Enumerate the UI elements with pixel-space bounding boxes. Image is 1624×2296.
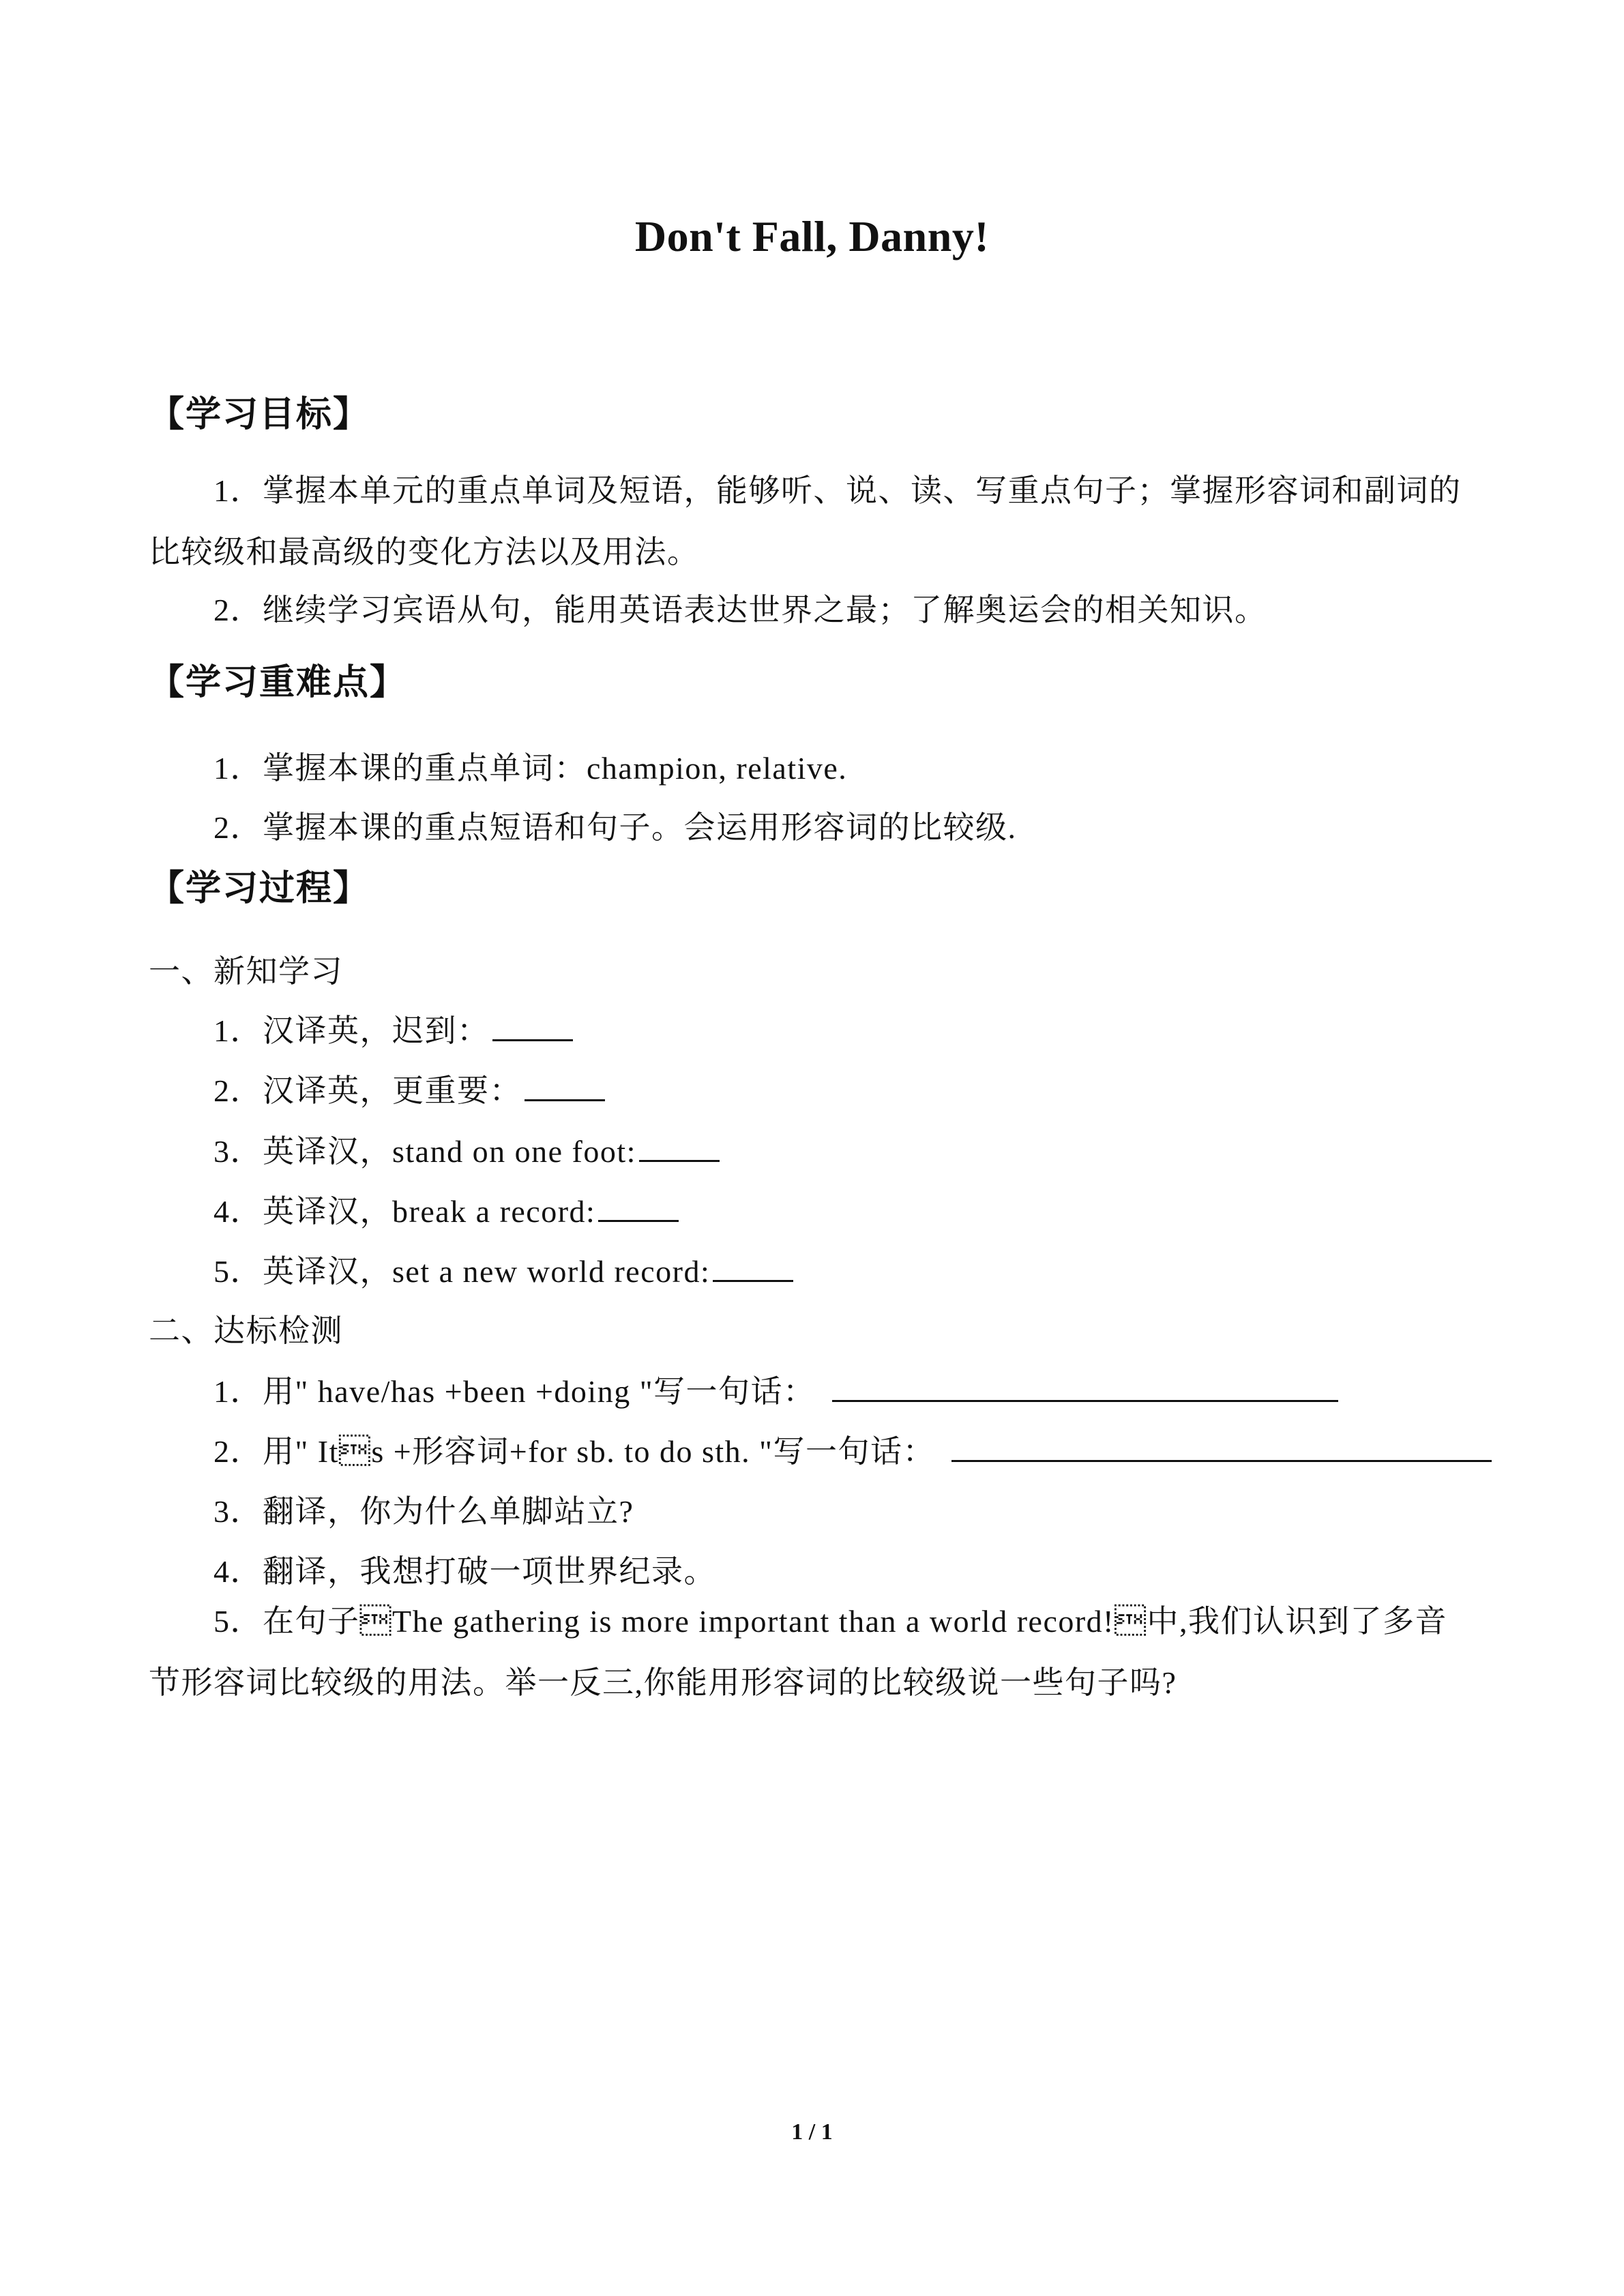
part1-title: 一、新知学习 [149,954,343,989]
part2-item-4: 4．翻译，我想打破一项世界纪录。 [213,1554,716,1589]
part2-item-5: 5．在句子The gathering is more important than a world record!中,我们认识到了多音节形容词比较级的用法。举一反三,你能用形容词的比较级说一些句子吗? [149,1604,1448,1700]
page-number: 1 / 1 [791,2119,833,2145]
answer-blank[interactable] [598,1193,679,1222]
objectives-heading: 【学习目标】 [149,394,370,435]
part2-title: 二、达标检测 [149,1313,343,1348]
part1-item-5: 5．英译汉，set a new world record: [213,1247,793,1292]
key-point-item-2: 2．掌握本课的重点短语和句子。会运用形容词的比较级. [213,810,1017,845]
document-title: Don't Fall, Danny! [634,212,990,260]
part2-item-1: 1．用" have/has +been +doing "写一句话： [213,1367,1338,1412]
answer-line[interactable] [832,1373,1338,1402]
part1-item-2: 2．汉译英，更重要： [213,1066,605,1111]
answer-blank[interactable] [525,1072,605,1101]
objective-item-1: 1．掌握本单元的重点单词及短语，能够听、说、读、写重点句子；掌握形容词和副词的比较级和最高级的变化方法以及用法。 [149,473,1462,569]
part1-item-4: 4．英译汉，break a record: [213,1187,679,1232]
part1-item-3: 3．英译汉，stand on one foot: [213,1127,720,1172]
objective-item-2: 2．继续学习宾语从句，能用英语表达世界之最；了解奥运会的相关知识。 [213,593,1267,627]
key-point-item-1: 1．掌握本课的重点单词：champion, relative. [213,751,848,786]
process-heading: 【学习过程】 [149,868,370,909]
answer-line[interactable] [951,1433,1492,1462]
part2-item-2: 2．用" Its +形容词+for sb. to do sth. "写一句话： [213,1427,1492,1472]
answer-blank[interactable] [492,1012,573,1041]
answer-blank[interactable] [713,1253,793,1282]
key-points-heading: 【学习重难点】 [149,662,407,703]
answer-blank[interactable] [639,1133,720,1162]
part1-item-1: 1．汉译英，迟到： [213,1006,573,1051]
part2-item-3: 3．翻译，你为什么单脚站立? [213,1494,634,1529]
